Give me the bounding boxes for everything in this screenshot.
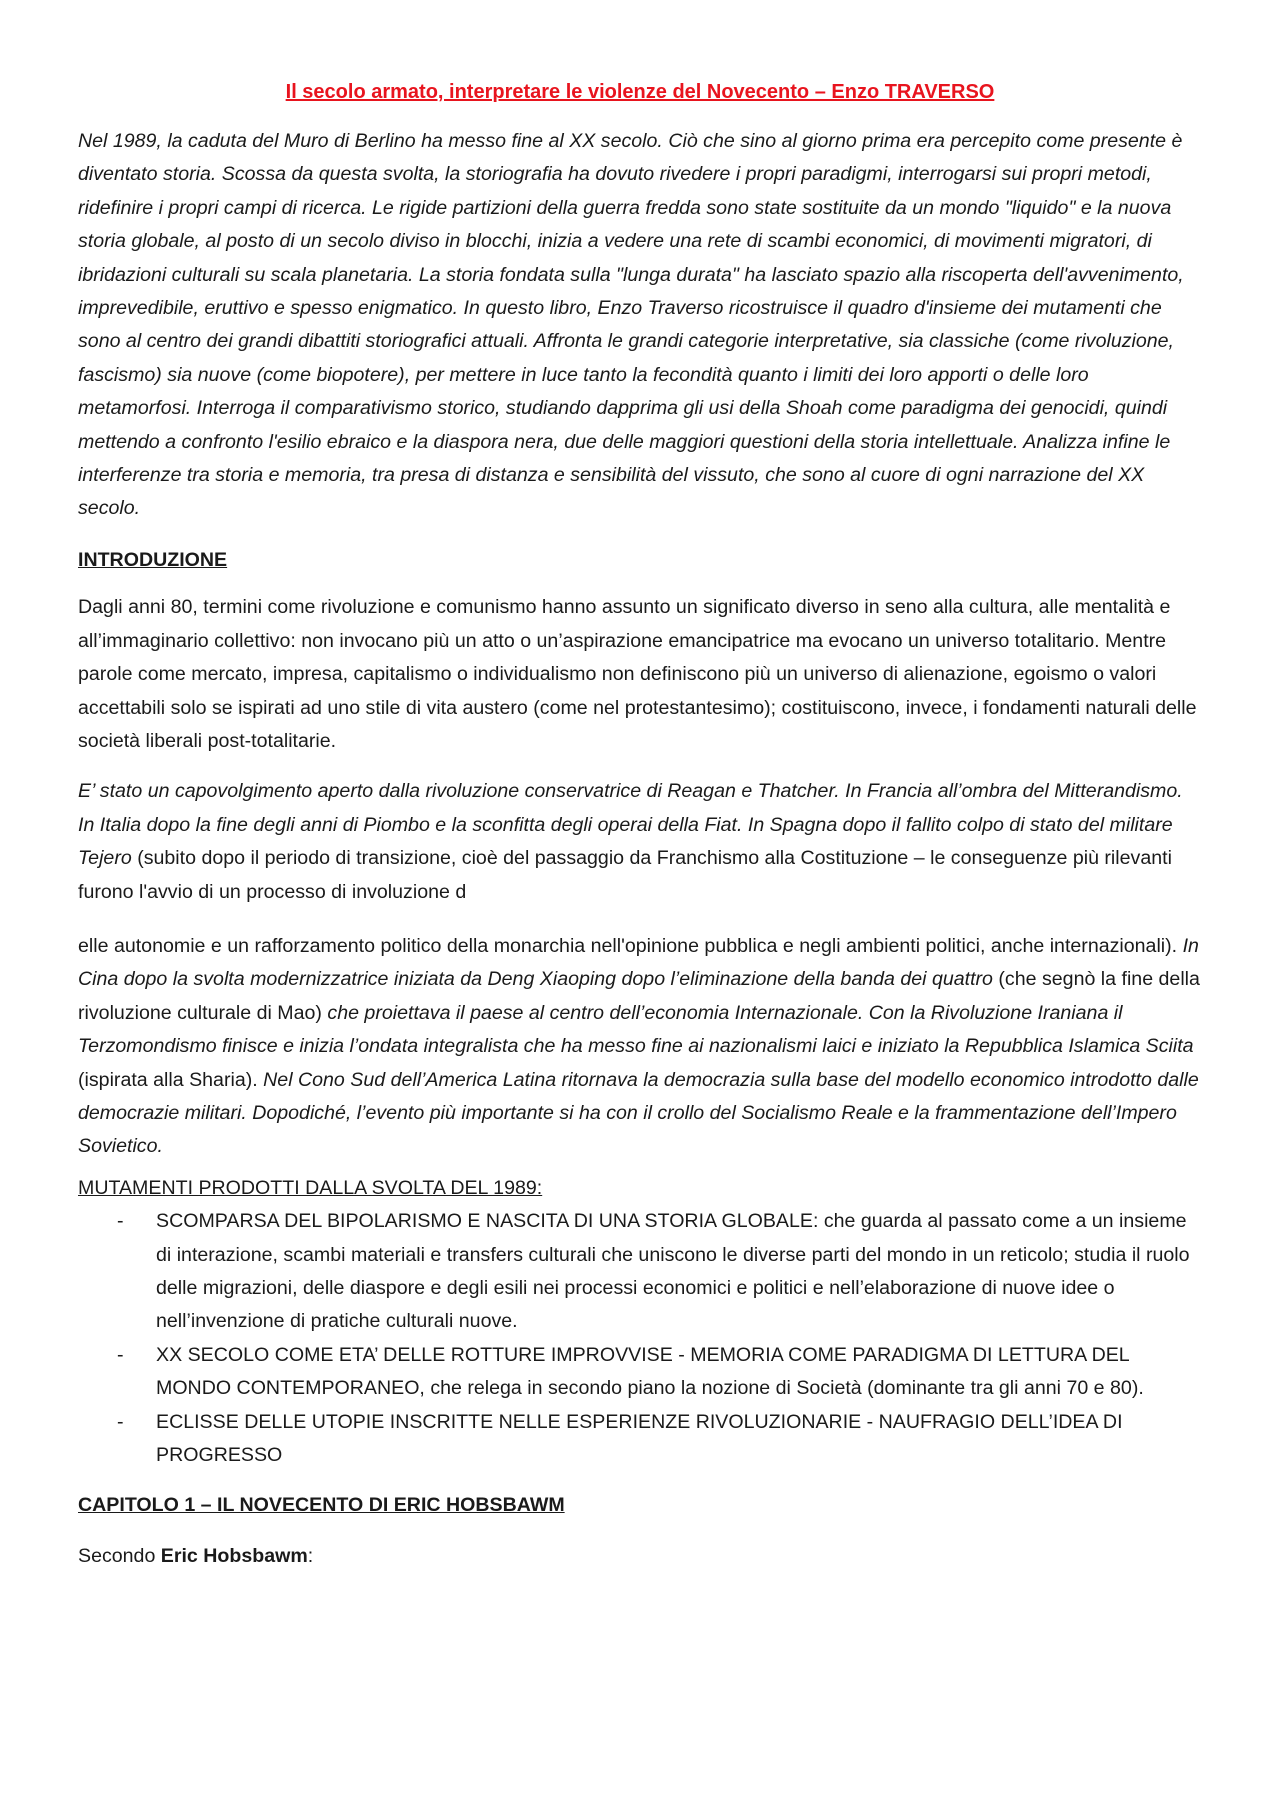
mutamenti-list-item: [78, 1205, 1202, 1339]
capitolo-1-intro-line: [78, 1540, 1202, 1573]
paragraph-3-italic-text-2: che proiettava il paese al centro dell’economia Internazionale. Con la Rivoluzione Iraniana il Terzomondismo finisce e inizia l’ondata integralista che ha messo fine ai nazionalismi laici e iniziato la Repubblica Islamica Sciita: [78, 1001, 1194, 1058]
paragraph-2-italic-text: E’ stato un capovolgimento aperto dalla rivoluzione conservatrice di Reagan e Thatcher. In Francia all’ombra del Mitterandismo. In Italia dopo la fine degli anni di Piombo e la sconfitta degli operai della Fiat. In Spagna dopo il fallito colpo di stato del militare Tejero: [78, 780, 1183, 870]
dash-bullet: -: [117, 1343, 124, 1366]
introduzione-paragraph-2: [78, 775, 1202, 909]
paragraph-3-normal-text-3: (ispirata alla Sharia).: [78, 1068, 264, 1091]
list-item-text: ECLISSE DELLE UTOPIE INSCRITTE NELLE ESPERIENZE RIVOLUZIONARIE - NAUFRAGIO DELL’IDEA DI PROGRESSO: [156, 1410, 1123, 1467]
mutamenti-list: [78, 1205, 1202, 1472]
introduzione-paragraph-3: [78, 930, 1202, 1164]
mutamenti-list-item: [78, 1339, 1202, 1406]
capitolo-1-heading: CAPITOLO 1 – IL NOVECENTO DI ERIC HOBSBAWM: [78, 1494, 565, 1517]
introduzione-paragraph-1: Dagli anni 80, termini come rivoluzione e comunismo hanno assunto un significato diverso in seno alla cultura, alle mentalità e all’immaginario collettivo: non invocano più un atto o un’aspirazione emancipatrice ma evocano un universo totalitario. Mentre parole come mercato, impresa, capitalismo o individualismo non definiscono più un universo di alienazione, egoismo o valori accettabili solo se ispirati ad uno stile di vita austero (come nel protestantesimo); costituiscono, invece, i fondamenti naturali delle società liberali post-totalitarie.: [78, 596, 1197, 752]
document-title: Il secolo armato, interpretare le violenze del Novecento – Enzo TRAVERSO: [285, 81, 995, 103]
intro-paragraph: Nel 1989, la caduta del Muro di Berlino ha messo fine al XX secolo. Ciò che sino al giorno prima era percepito come presente è diventato storia. Scossa da questa svolta, la storiografia ha dovuto rivedere i propri paradigmi, interrogarsi sui propri metodi, ridefinire i propri campi di ricerca. Le rigide partizioni della guerra fredda sono state sostituite da un mondo "liquido" e la nuova storia globale, al posto di un secolo diviso in blocchi, inizia a vedere una rete di scambi economici, di movimenti migratori, di ibridazioni culturali su scala planetaria. La storia fondata sulla "lunga durata" ha lasciato spazio alla riscoperta dell'avvenimento, imprevedibile, eruttivo e spesso enigmatico. In questo libro, Enzo Traverso ricostruisce il quadro d'insieme dei mutamenti che sono al centro dei grandi dibattiti storiografici attuali. Affronta le grandi categorie interpretative, sia classiche (come rivoluzione, fascismo) sia nuove (come biopotere), per mettere in luce tanto la fecondità quanto i limiti dei loro apporti o delle loro metamorfosi. Interroga il comparativismo storico, studiando dapprima gli usi della Shoah come paradigma dei genocidi, quindi mettendo a confronto l'esilio ebraico e la diaspora nera, due delle maggiori questioni della storia intellettuale. Analizza infine le interferenze tra storia e memoria, tra presa di distanza e sensibilità del vissuto, che sono al cuore di ogni narrazione del XX secolo.: [78, 130, 1184, 520]
paragraph-2-normal-text: (subito dopo il periodo di transizione, cioè del passaggio da Franchismo alla Costituzione – le conseguenze più rilevanti furono l'avvio di un processo di involuzione d: [78, 847, 1172, 903]
list-item-text: SCOMPARSA DEL BIPOLARISMO E NASCITA DI UNA STORIA GLOBALE: che guarda al passato come a un insieme di interazione, scambi materiali e transfers culturali che uniscono le diverse parti del mondo in un reticolo; studia il ruolo delle migrazioni, delle diaspore e degli esili nei processi economici e politici e nell’elaborazione di nuove idee o nell’invenzione di pratiche culturali nuove.: [156, 1210, 1190, 1333]
list-item-text: XX SECOLO COME ETA’ DELLE ROTTURE IMPROVVISE - MEMORIA COME PARADIGMA DI LETTURA DEL MONDO CONTEMPORANEO, che relega in secondo piano la nozione di Società (dominante tra gli anni 70 e 80).: [156, 1343, 1144, 1400]
introduzione-heading: INTRODUZIONE: [78, 548, 228, 571]
capitolo-1-prefix: Secondo: [78, 1544, 161, 1567]
paragraph-3-normal-text-1: elle autonomie e un rafforzamento politico della monarchia nell'opinione pubblica e negli ambienti politici, anche internazionali).: [78, 934, 1183, 957]
dash-bullet: -: [117, 1210, 124, 1233]
paragraph-3-italic-text-1: In Cina dopo la svolta modernizzatrice iniziata da Deng Xiaoping dopo l’eliminazione della banda dei quattro: [78, 934, 1199, 991]
paragraph-3-normal-text-2: (che segnò la fine della rivoluzione culturale di Mao): [78, 968, 1200, 1024]
capitolo-1-suffix: :: [307, 1544, 314, 1567]
author-name: Eric Hobsbawm: [160, 1544, 308, 1567]
dash-bullet: -: [117, 1410, 124, 1433]
mutamenti-heading: MUTAMENTI PRODOTTI DALLA SVOLTA DEL 1989:: [78, 1176, 543, 1199]
paragraph-3-italic-text-3: Nel Cono Sud dell’America Latina ritornava la democrazia sulla base del modello economico introdotto dalle democrazie militari. Dopodiché, l’evento più importante si ha con il crollo del Socialismo Reale e la frammentazione dell’Impero Sovietico.: [78, 1068, 1199, 1158]
mutamenti-list-item: [78, 1406, 1202, 1473]
